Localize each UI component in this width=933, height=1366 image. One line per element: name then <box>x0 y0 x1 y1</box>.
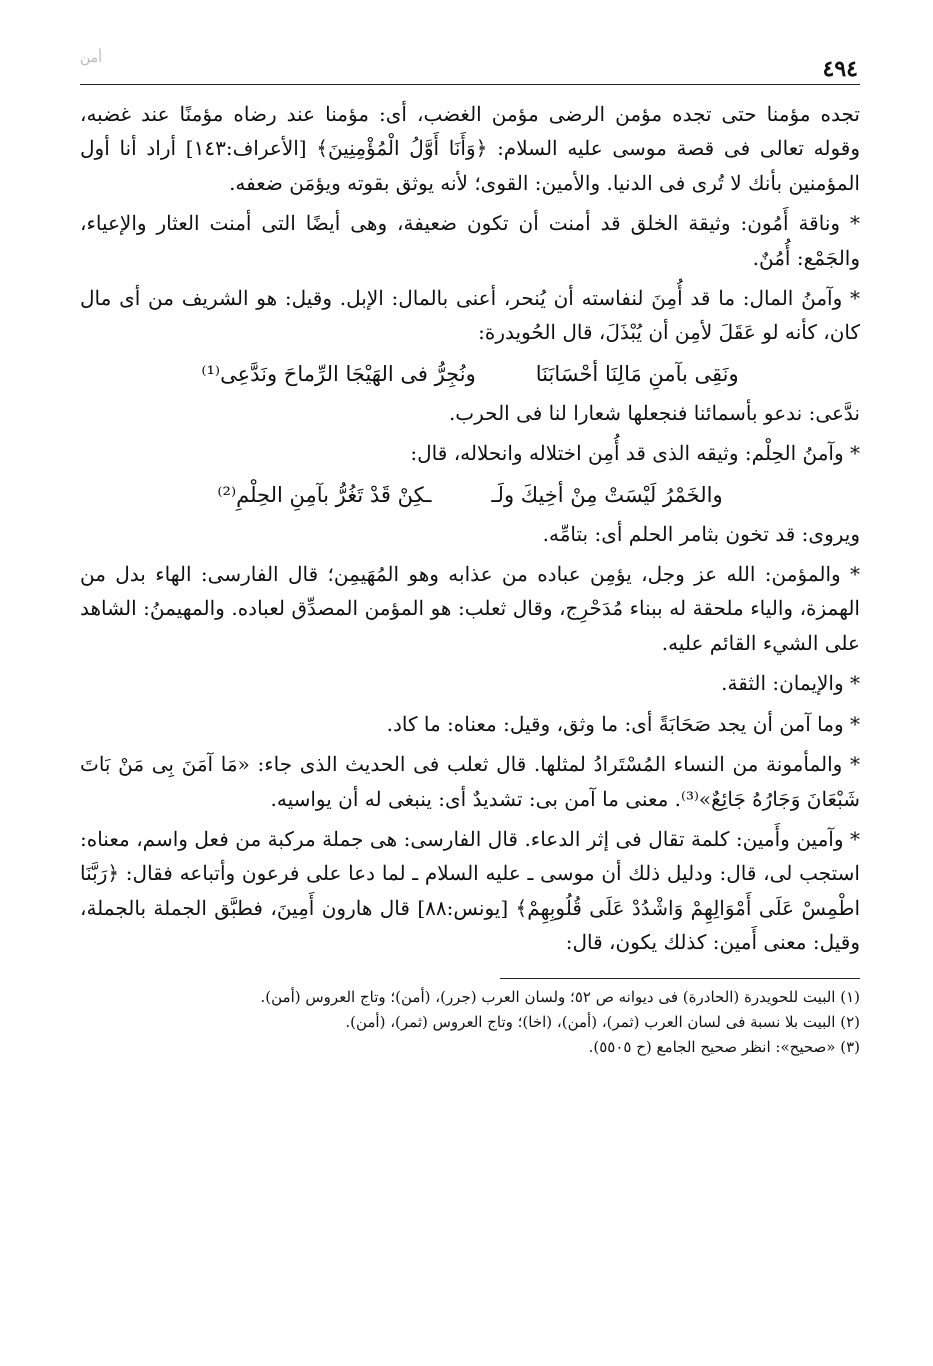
paragraph: ويروى: قد تخون بثامر الحلم أى: بتامِّه. <box>542 521 860 546</box>
paragraph: * والمؤمن: الله عز وجل، يؤمِن عباده من عذابه وهو المُهَيمِن؛ قال الفارسى: الهاء بدل من الهمزة، والياء ملحقة له ببناء مُدَحْرِج، وقال ثعلب: هو المؤمن المصدِّق لعباده. والمهيمنُ: الشاهد على الشيء القائم عليه. <box>80 562 860 655</box>
page-header <box>80 48 860 85</box>
verse-first-hemistich: والخَمْرُ لَيْسَتْ مِنْ أخِيكَ ولَـ <box>491 482 723 507</box>
book-page <box>80 48 860 1060</box>
verse-first-hemistich: ونَقِى بآمنِ مَالِنَا أحْسَابَنَا <box>535 361 739 386</box>
footnote: (٢) البيت بلا نسبة فى لسان العرب (ثمر)، (أمن)، (اخا)؛ وتاج العروس (ثمر)، (أمن). <box>345 1012 860 1031</box>
verse-second-hemistich: ونُجِرُّ فى الهَيْجَا الرِّماحَ ونَدَّعِى⁽¹⁾ <box>201 361 476 386</box>
paragraph: * وآمين وأَمين: كلمة تقال فى إثر الدعاء. قال الفارسى: هى جملة مركبة من فعل واسم، معناه: استجب لى، قال: ودليل ذلك أن موسى ـ عليه السلام ـ لما دعا على فرعون وأتباعه فقال: ﴿رَبَّنَا اطْمِسْ عَلَى أَمْوَالِهِمْ وَاشْدُدْ عَلَى قُلُوبِهِمْ﴾ [يونس:٨٨] قال هارون أَمِينَ، فطبَّق الجملة بالجملة، وقيل: معنى أَمين: كذلك يكون، قال: <box>80 826 861 955</box>
poem-verse <box>80 356 860 392</box>
paragraph: * وما آمن أن يجد صَحَابَةً أى: ما وثق، وقيل: معناه: ما كاد. <box>386 711 860 736</box>
paragraph: * وآمنُ المال: ما قد أُمِنَ لنفاسته أن يُنحر، أعنى بالمال: الإبل. وقيل: هو الشريف من أى مال كان، كأنه لو عَقَلَ لأمِن أن يُبْذَلَ، قال الحُويدرة: <box>80 286 860 345</box>
running-head: أمن <box>80 50 103 66</box>
footnote: (٣) «صحيح»: انظر صحيح الجامع (ح ٥٥٠٥). <box>588 1037 860 1056</box>
page-number: ٤٩٤ <box>822 56 858 82</box>
paragraph: * والمأمونة من النساء المُسْتَرادُ لمثلها. قال ثعلب فى الحديث الذى جاء: «مَا آمَنَ بِى مَنْ بَاتَ شَبْعَانَ وَجَارُهُ جَائِعٌ»⁽³⁾. معنى ما آمن بى: تشديدٌ أى: ينبغى له أن يواسيه. <box>80 752 860 811</box>
footnote: (١) البيت للحويدرة (الحادرة) فى ديوانه ص ٥٢؛ ولسان العرب (جرر)، (أمن)؛ وتاج العروس (أمن). <box>260 987 860 1006</box>
paragraph: * وناقة أَمُون: وثيقة الخلق قد أمنت أن تكون ضعيفة، وهى أيضًا التى أمنت العثار والإعياء، والجَمْع: أُمُنٌ. <box>80 211 860 270</box>
footnotes <box>80 985 860 1060</box>
page-body <box>80 97 860 960</box>
footnote-separator <box>500 978 860 979</box>
paragraph: * وآمنُ الحِلْم: وثيقه الذى قد أُمِن اختلاله وانحلاله، قال: <box>410 441 860 466</box>
paragraph: تجده مؤمنا حتى تجده مؤمن الرضى مؤمن الغضب، أى: مؤمنا عند رضاه مؤمنًا عند غضبه، وقوله تعالى فى قصة موسى عليه السلام: ﴿وَأَنَا أَوَّلُ الْمُؤْمِنِينَ﴾ [الأعراف:١٤٣] أراد أنا أول المؤمنين بأنك لا تُرى فى الدنيا. والأمين: القوى؛ لأنه يوثق بقوته ويؤمَن ضعفه. <box>80 102 860 195</box>
paragraph: ندَّعى: ندعو بأسمائنا فنجعلها شعارا لنا فى الحرب. <box>448 400 860 425</box>
poem-verse <box>80 477 860 513</box>
paragraph: * والإيمان: الثقة. <box>721 671 860 696</box>
verse-second-hemistich: ـكِنْ قَدْ تَغُرُّ بآمِنِ الحِلْمِ⁽²⁾ <box>217 482 432 507</box>
